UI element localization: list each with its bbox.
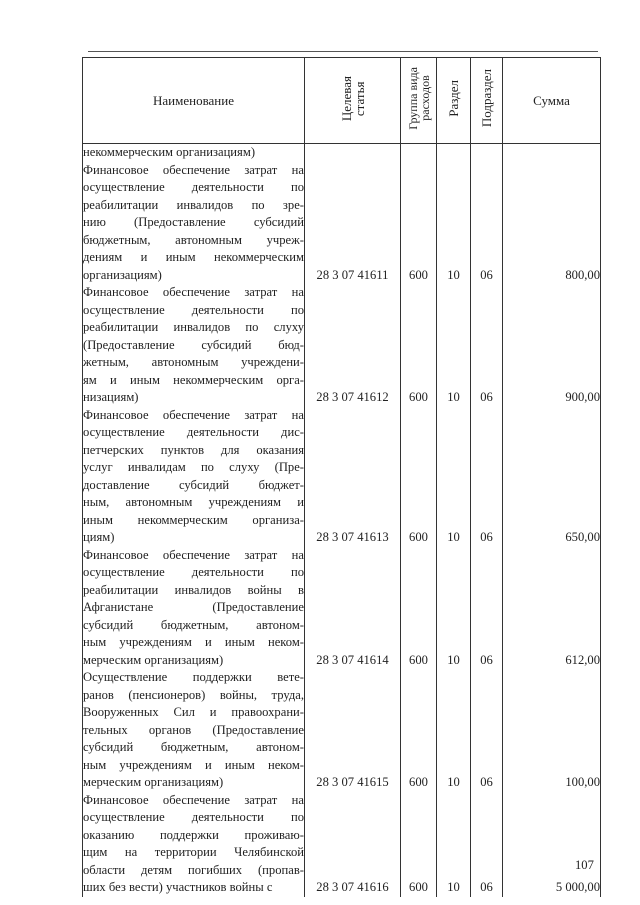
header-target-article: Целевая статья	[305, 58, 401, 144]
row-subsection: 06	[471, 407, 503, 547]
row-name-line: низациям)	[83, 390, 139, 404]
header-section: Раздел	[437, 58, 471, 144]
row-name-line: нию (Предоставление субсидий	[83, 215, 304, 229]
row-subsection: 06	[471, 669, 503, 792]
row-name-line: реабилитации инвалидов по зре-	[83, 197, 304, 212]
row-section	[437, 144, 471, 162]
row-name-line: осуществление деятельности по	[83, 180, 304, 194]
row-subsection: 06	[471, 162, 503, 285]
row-name-line: тельных органов (Предоставление	[83, 722, 304, 737]
table-row	[83, 792, 601, 897]
row-name-line: Финансовое обеспечение затрат на	[83, 285, 304, 299]
row-name-line: Вооруженных Сил и правоохрани-	[83, 705, 304, 719]
table-row	[83, 144, 601, 162]
row-name-line: субсидий бюджетным, автоном-	[83, 740, 304, 754]
budget-table	[82, 57, 601, 897]
row-subsection	[471, 144, 503, 162]
row-subsection: 06	[471, 792, 503, 897]
row-name	[83, 162, 305, 285]
row-name-line: щим на территории Челябинской	[83, 845, 304, 859]
row-name-line: Афганистане (Предоставление	[83, 600, 304, 614]
row-subsection: 06	[471, 284, 503, 407]
row-target-article: 28 3 07 41611	[305, 162, 401, 285]
row-subsection: 06	[471, 547, 503, 670]
row-name-line: осуществление деятельности по	[83, 810, 304, 824]
row-name-line: (Предоставление субсидий бюд-	[83, 337, 304, 352]
table-row	[83, 547, 601, 670]
row-section: 10	[437, 547, 471, 670]
row-section: 10	[437, 284, 471, 407]
row-section: 10	[437, 792, 471, 897]
row-name-line: ным учреждениям и иным неком-	[83, 635, 304, 649]
row-name-line: субсидий бюджетным, автоном-	[83, 617, 304, 632]
row-sum: 800,00	[503, 162, 601, 285]
row-name-line: ным, автономным учреждениям и	[83, 495, 304, 509]
row-name-line: осуществление деятельности дис-	[83, 425, 304, 439]
row-name-line: Финансовое обеспечение затрат на	[83, 792, 304, 807]
row-name-line: петчерских пунктов для оказания	[83, 442, 304, 457]
row-target-article: 28 3 07 41613	[305, 407, 401, 547]
row-expense-group: 600	[401, 407, 437, 547]
row-name-line: Осуществление поддержки вете-	[83, 670, 304, 684]
header-subsection: Подраздел	[471, 58, 503, 144]
row-name-line: Финансовое обеспечение затрат на	[83, 407, 304, 422]
row-sum	[503, 144, 601, 162]
row-name-line: реабилитации инвалидов по слуху	[83, 320, 304, 334]
row-target-article: 28 3 07 41612	[305, 284, 401, 407]
row-name-line: осуществление деятельности по	[83, 565, 304, 579]
table-row	[83, 162, 601, 285]
row-name-line: иным некоммерческим организа-	[83, 512, 304, 527]
row-name-line: организациям)	[83, 267, 162, 282]
row-name-line: жетным, автономным учреждени-	[83, 355, 304, 369]
row-sum: 100,00	[503, 669, 601, 792]
row-sum: 612,00	[503, 547, 601, 670]
row-name-line: ших без вести) участников войны с	[83, 880, 273, 894]
row-name-line: ранов (пенсионеров) войны, труда,	[83, 687, 304, 702]
row-name	[83, 669, 305, 792]
top-rule	[88, 51, 598, 52]
row-section: 10	[437, 407, 471, 547]
row-name-line: бюджетным, автономным учреж-	[83, 232, 304, 247]
row-expense-group	[401, 144, 437, 162]
row-name-line: циям)	[83, 530, 115, 544]
row-name-line: услуг инвалидам по слуху (Пре-	[83, 460, 304, 474]
row-name-line: оказанию поддержки проживаю-	[83, 827, 304, 842]
row-target-article: 28 3 07 41615	[305, 669, 401, 792]
row-sum: 5 000,00	[503, 792, 601, 897]
row-name-line: реабилитации инвалидов войны в	[83, 582, 304, 597]
row-name-line: осуществление деятельности по	[83, 302, 304, 317]
row-section: 10	[437, 669, 471, 792]
row-name-line: Финансовое обеспечение затрат на	[83, 547, 304, 562]
row-expense-group: 600	[401, 284, 437, 407]
row-name-line: ным учреждениям и иным неком-	[83, 757, 304, 772]
row-name-line: области детям погибших (пропав-	[83, 862, 304, 877]
row-name	[83, 284, 305, 407]
row-target-article: 28 3 07 41616	[305, 792, 401, 897]
row-name-line: мерческим организациям)	[83, 652, 224, 667]
row-name-line: дениям и иным некоммерческим	[83, 250, 304, 264]
row-expense-group: 600	[401, 792, 437, 897]
row-section: 10	[437, 162, 471, 285]
header-expense-group: Группа вида расходов	[401, 58, 437, 144]
row-name-line: Финансовое обеспечение затрат на	[83, 162, 304, 177]
row-target-article: 28 3 07 41614	[305, 547, 401, 670]
table-row	[83, 669, 601, 792]
page-number: 107	[575, 858, 594, 872]
header-name: Наименование	[83, 58, 305, 144]
row-name-line: мерческим организациям)	[83, 775, 224, 789]
header-sum: Сумма	[503, 58, 601, 144]
row-name-line: некоммерческим организациям)	[83, 145, 256, 159]
table-row	[83, 407, 601, 547]
row-target-article	[305, 144, 401, 162]
row-expense-group: 600	[401, 162, 437, 285]
row-name	[83, 407, 305, 547]
row-expense-group: 600	[401, 669, 437, 792]
table-header-row	[83, 58, 601, 144]
row-name-line: доставление субсидий бюджет-	[83, 477, 304, 492]
row-name	[83, 144, 305, 162]
row-sum: 650,00	[503, 407, 601, 547]
row-name	[83, 792, 305, 897]
table-row	[83, 284, 601, 407]
row-name	[83, 547, 305, 670]
row-name-line: ям и иным некоммерческим орга-	[83, 372, 304, 387]
row-sum: 900,00	[503, 284, 601, 407]
row-expense-group: 600	[401, 547, 437, 670]
